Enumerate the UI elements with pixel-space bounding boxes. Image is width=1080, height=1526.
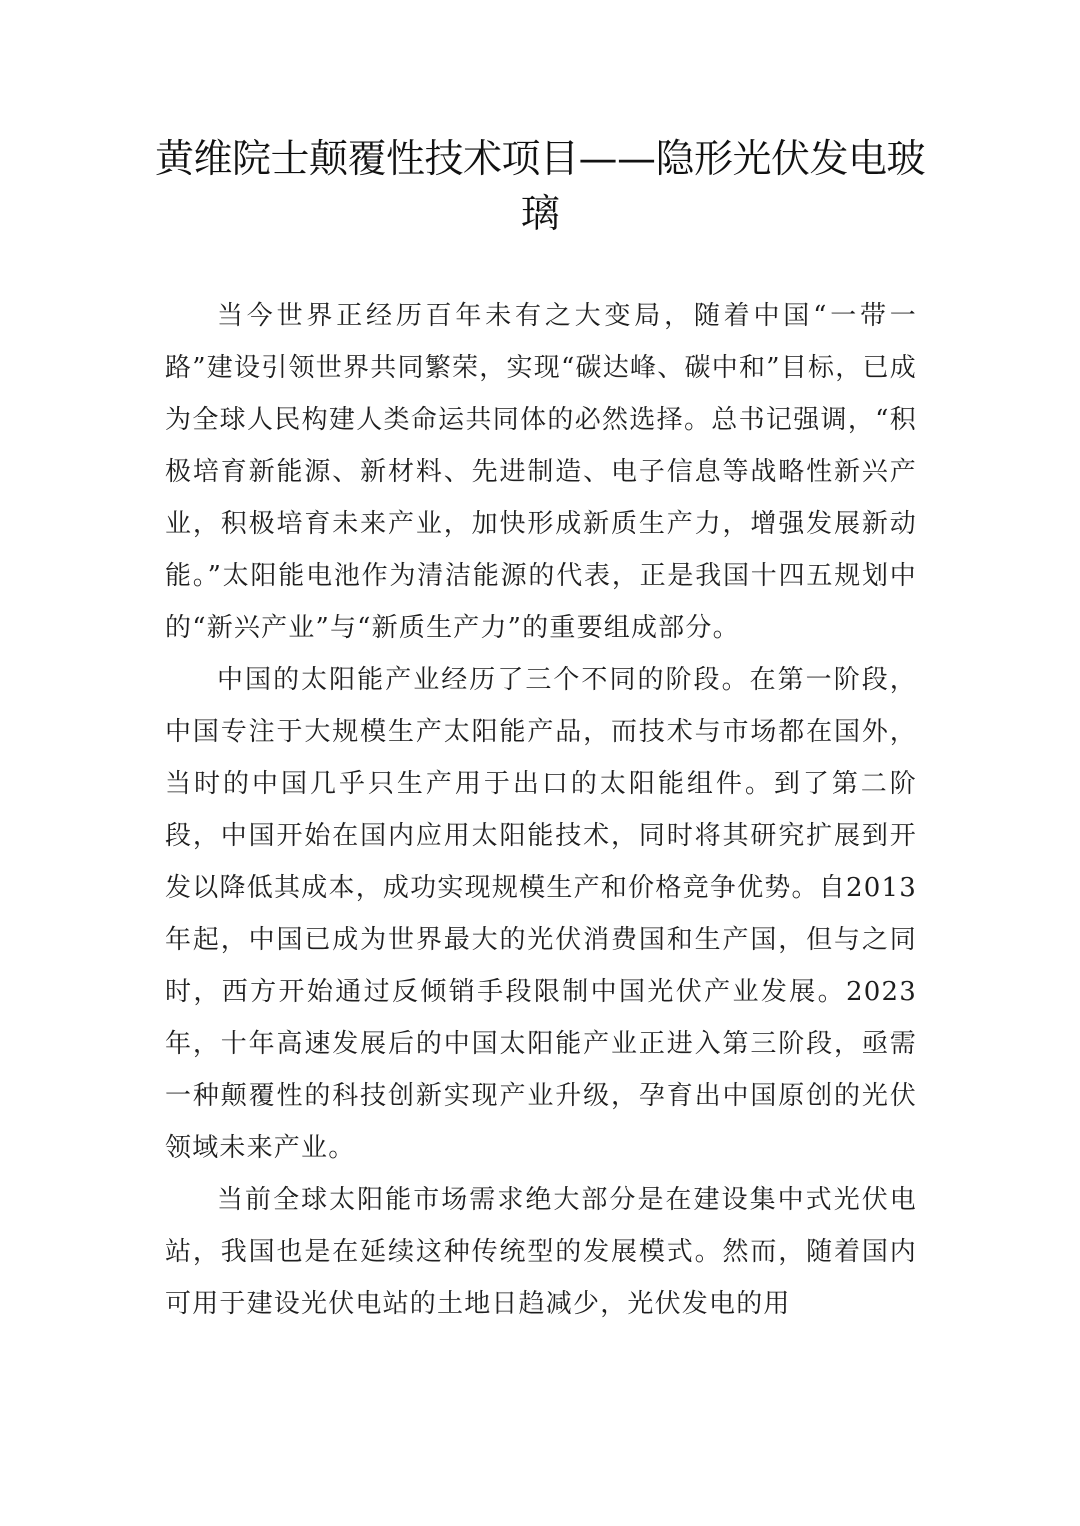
paragraph-market-demand: 当前全球太阳能市场需求绝大部分是在建设集中式光伏电站，我国也是在延续这种传统型的发展模式。然而，随着国内可用于建设光伏电站的土地日趋减少，光伏发电的用 [165, 1185, 917, 1319]
paragraph-industry-stages: 中国的太阳能产业经历了三个不同的阶段。在第一阶段，中国专注于大规模生产太阳能产品，而技术与市场都在国外，当时的中国几乎只生产用于出口的太阳能组件。到了第二阶段，中国开始在国内应用太阳能技术，同时将其研究扩展到开发以降低其成本，成功实现规模生产和价格竞争优势。自2013年起，中国已成为世界最大的光伏消费国和生产国，但与之同时，西方开始通过反倾销手段限制中国光伏产业发展。2023年，十年高速发展后的中国太阳能产业正进入第三阶段，亟需一种颠覆性的科技创新实现产业升级，孕育出中国原创的光伏领域未来产业。 [165, 665, 917, 1163]
document-body [165, 290, 917, 1330]
document-title: 黄维院士颠覆性技术项目——隐形光伏发电玻璃 [154, 137, 925, 237]
paragraph-intro: 当今世界正经历百年未有之大变局，随着中国“一带一路”建设引领世界共同繁荣，实现“碳达峰、碳中和”目标，已成为全球人民构建人类命运共同体的必然选择。总书记强调，“积极培育新能源、新材料、先进制造、电子信息等战略性新兴产业，积极培育未来产业，加快形成新质生产力，增强发展新动能。”太阳能电池作为清洁能源的代表，正是我国十四五规划中的“新兴产业”与“新质生产力”的重要组成部分。 [165, 301, 917, 643]
